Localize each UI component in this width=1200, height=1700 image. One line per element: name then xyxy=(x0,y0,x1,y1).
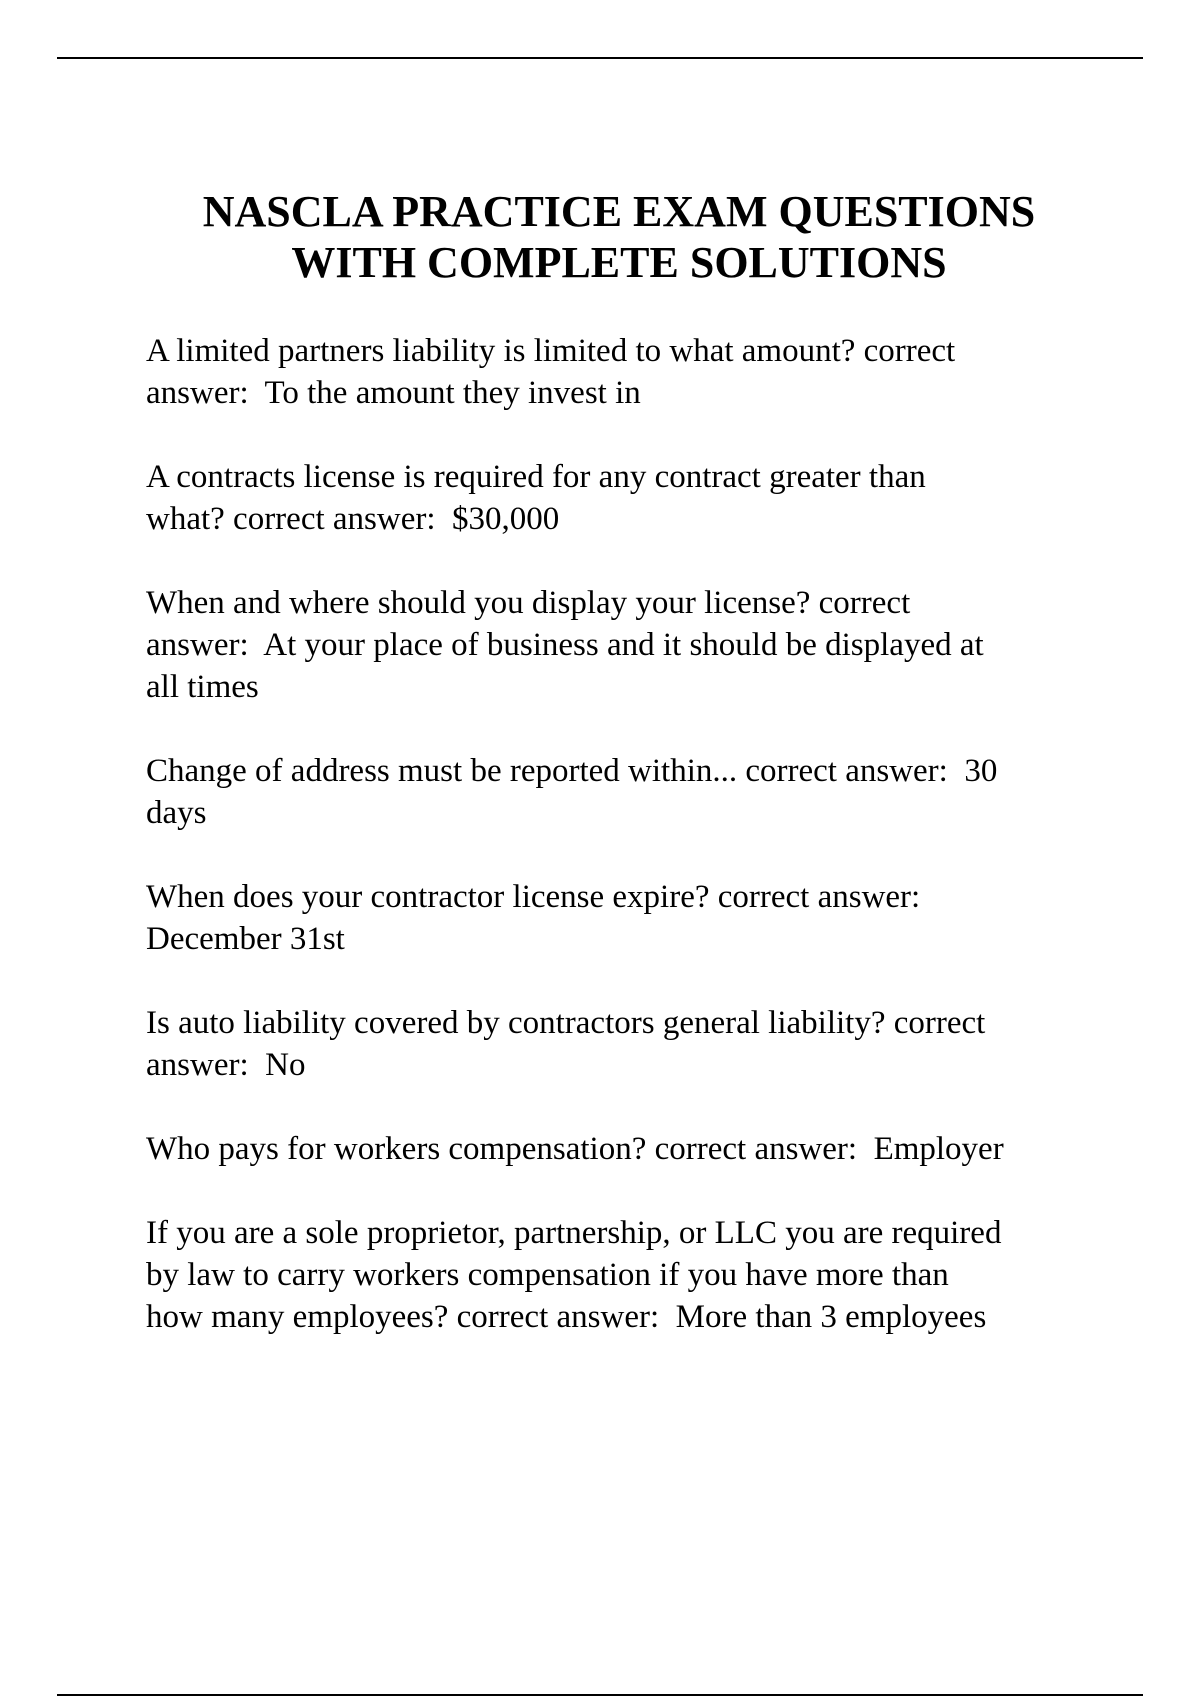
document-title xyxy=(0,186,1200,288)
title-line-1: NASCLA PRACTICE EXAM QUESTIONS xyxy=(202,187,1036,236)
qa-item-contracts-license-threshold: A contracts license is required for any contract greater than what? correct answer: $30,000 xyxy=(146,459,926,537)
title-line-2: WITH COMPLETE SOLUTIONS xyxy=(291,238,947,287)
qa-item-workers-comp-requirement: If you are a sole proprietor, partnership, or LLC you are required by law to carry workers compensation if you have more than how many employees? correct answer: More than 3 employees xyxy=(146,1215,1002,1335)
qa-item-workers-comp-payer: Who pays for workers compensation? correct answer: Employer xyxy=(146,1131,1004,1167)
top-divider xyxy=(57,57,1143,59)
qa-item-change-of-address: Change of address must be reported within... correct answer: 30 days xyxy=(146,753,998,831)
qa-item-auto-liability: Is auto liability covered by contractors general liability? correct answer: No xyxy=(146,1005,986,1083)
qa-list xyxy=(146,330,1146,1380)
bottom-divider xyxy=(57,1694,1143,1696)
qa-item-limited-partner-liability: A limited partners liability is limited to what amount? correct answer: To the amount they invest in xyxy=(146,333,956,411)
qa-item-display-license: When and where should you display your license? correct answer: At your place of business and it should be displayed at all times xyxy=(146,585,984,705)
qa-item-license-expiry: When does your contractor license expire? correct answer: December 31st xyxy=(146,879,921,957)
